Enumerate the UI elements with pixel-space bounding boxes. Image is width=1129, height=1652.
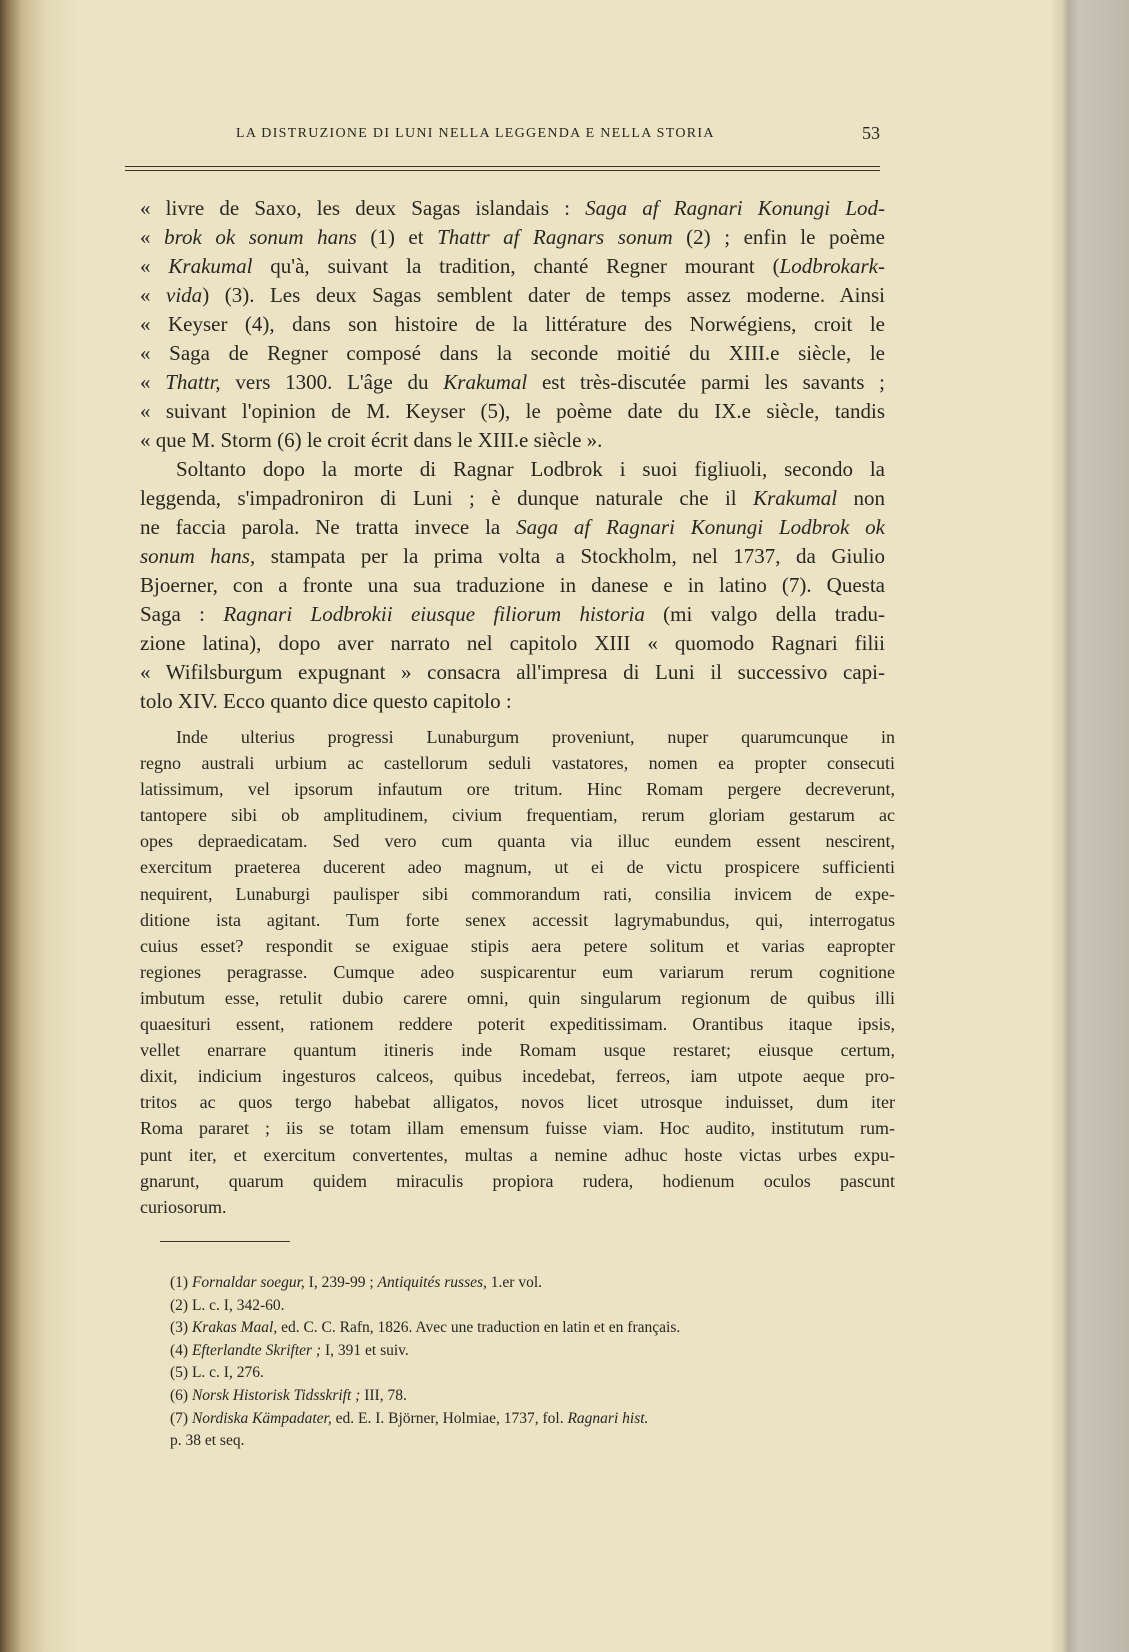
text-line — [140, 959, 895, 985]
text-run: (7) — [170, 1409, 192, 1427]
text-run: regiones peragrasse. Cumque adeo suspicarentur eum variarum rerum cognitione — [140, 961, 895, 982]
italic-text: Krakumal — [443, 370, 528, 394]
text-run: (1) — [170, 1274, 192, 1291]
text-run: « — [140, 254, 169, 278]
text-line — [140, 687, 885, 716]
text-line — [140, 1037, 895, 1063]
text-run: (1) et — [356, 225, 438, 249]
text-run: « Wifilsburgum expugnant » consacra all'impresa di Luni il successivo capi- — [140, 660, 885, 684]
footnote-rule — [160, 1241, 290, 1242]
text-run: regno australi urbium ac castellorum seduli vastatores, nomen ea propter consecuti — [140, 753, 895, 774]
text-run: ne faccia parola. Ne tratta invece la — [140, 515, 517, 539]
italic-text: Antiquités russes, — [377, 1274, 487, 1291]
text-run: qu'à, suivant la tradition, chanté Regner mourant ( — [252, 254, 780, 278]
text-run: nequirent, Lunaburgi paulisper sibi commorandum rati, consilia invicem de expe- — [140, 883, 895, 904]
text-line — [140, 339, 885, 368]
text-run: Bjoerner, con a fronte una sua traduzione in danese e in latino (7). Questa — [140, 573, 885, 597]
italic-text: Thattr, — [165, 370, 221, 394]
text-run: « livre de Saxo, les deux Sagas islandais : — [140, 196, 586, 220]
text-line — [140, 854, 895, 880]
text-run: Soltanto dopo la morte di Ragnar Lodbrok i suoi figliuoli, secondo la — [176, 457, 885, 481]
italic-text: sonum hans, — [140, 544, 256, 568]
text-line — [140, 223, 885, 252]
text-run: III, 78. — [360, 1386, 407, 1404]
text-run: tolo XIV. Ecco quanto dice questo capitolo : — [140, 689, 512, 713]
italic-text: Lodbrokark- — [779, 254, 885, 278]
text-line — [140, 252, 885, 281]
text-line — [140, 426, 885, 455]
text-line — [140, 1115, 895, 1141]
text-line — [140, 310, 885, 339]
text-run: dixit, indicium ingesturos calceos, quibus incedebat, ferreos, iam utpote aeque pro- — [140, 1066, 895, 1087]
text-run: cuius esset? respondit se exiguae stipis aera petere solitum et varias eapropter — [140, 935, 895, 956]
text-line — [140, 1168, 895, 1194]
text-line — [170, 1272, 890, 1295]
text-run: ) (3). Les deux Sagas semblent dater de temps assez moderne. Ainsi — [202, 283, 885, 307]
footnotes — [170, 1272, 890, 1453]
italic-text: Efterlandte Skrifter ; — [191, 1341, 322, 1359]
text-line — [140, 658, 885, 687]
text-run: ed. E. I. Björner, Holmiae, 1737, fol. — [331, 1409, 568, 1427]
text-line — [140, 600, 885, 629]
text-run: Roma pararet ; iis se totam illam emensum fuisse viam. Hoc audito, institutum rum- — [140, 1118, 895, 1139]
text-line — [140, 881, 895, 907]
text-run: tantopere sibi ob amplitudinem, civium frequentiam, rerum gloriam gestarum ac — [140, 805, 895, 826]
text-run: (2) ; enfin le poème — [672, 225, 885, 249]
header-rule — [125, 166, 880, 167]
text-run: tritos ac quos tergo habebat alligatos, novos licet utrosque induisset, dum iter — [140, 1092, 895, 1113]
text-line — [140, 776, 895, 802]
text-run: (6) — [170, 1386, 192, 1404]
italic-text: Krakumal — [753, 486, 838, 510]
text-run: 1.er vol. — [486, 1274, 543, 1291]
italic-text: brok ok sonum hans — [164, 225, 357, 249]
text-run: « — [140, 225, 165, 249]
text-line — [170, 1408, 890, 1431]
italic-text: Krakumal — [168, 254, 253, 278]
page-number: 53 — [862, 123, 880, 143]
text-line — [170, 1385, 890, 1408]
text-line — [140, 1063, 895, 1089]
text-line — [140, 513, 885, 542]
text-line — [140, 542, 885, 571]
text-line — [140, 1089, 895, 1115]
text-run: (2) L. c. I, 342-60. — [170, 1296, 285, 1314]
text-run: quaesituri essent, rationem reddere poterit expeditissimam. Orantibus itaque ipsis, — [140, 1014, 895, 1035]
text-run: stampata per la prima volta a Stockholm, nel 1737, da Giulio — [255, 544, 885, 568]
italic-text: Norsk Historisk Tidsskrift ; — [191, 1386, 361, 1404]
text-run: latissimum, vel ipsorum infautum ore tritum. Hinc Romam pergere decreverunt, — [140, 779, 895, 800]
text-run: vellet enarrare quantum itineris inde Romam usque restaret; eiusque certum, — [140, 1040, 895, 1061]
text-run: p. 38 et seq. — [170, 1432, 245, 1450]
text-run: gnarunt, quarum quidem miraculis propiora rudera, hodienum oculos pascunt — [140, 1170, 895, 1191]
text-run: Saga : — [140, 602, 224, 626]
italic-text: Saga af Ragnari Konungi Lod- — [585, 196, 885, 220]
italic-text: Thattr af Ragnars sonum — [437, 225, 673, 249]
text-line — [140, 484, 885, 513]
text-run: zione latina), dopo aver narrato nel capitolo XIII « quomodo Ragnari filii — [140, 631, 885, 655]
text-line — [170, 1362, 890, 1385]
text-run: leggenda, s'impadroniron di Luni ; è dunque naturale che il — [140, 486, 754, 510]
text-line — [140, 724, 895, 750]
text-run: non — [837, 486, 885, 510]
text-line — [140, 933, 895, 959]
text-run: (mi valgo della tradu- — [644, 602, 885, 626]
text-run: « que M. Storm (6) le croit écrit dans le XIII.e siècle ». — [140, 428, 603, 452]
italic-text: Fornaldar soegur, — [191, 1274, 305, 1291]
text-line — [170, 1317, 890, 1340]
text-run: opes depraedicatam. Sed vero cum quanta via illuc eundem essent nescirent, — [140, 831, 895, 852]
text-run: ditione ista agitant. Tum forte senex accessit lagrymabundus, qui, interrogatus — [140, 909, 895, 930]
italic-text: Saga af Ragnari Konungi Lodbrok ok — [516, 515, 885, 539]
text-run: exercitum praeterea ducerent adeo magnum, ut ei de victu prospicere sufficienti — [140, 857, 895, 878]
text-run: est très-discutée parmi les savants ; — [527, 370, 885, 394]
text-line — [170, 1340, 890, 1363]
running-header: LA DISTRUZIONE DI LUNI NELLA LEGGENDA E NELLA STORIA — [236, 126, 715, 141]
text-line — [170, 1430, 890, 1453]
text-run: « Saga de Regner composé dans la seconde moitié du XIII.e siècle, le — [140, 341, 885, 365]
text-run: punt iter, et exercitum convertentes, multas a nemine adhuc hoste victas urbes expu- — [140, 1144, 895, 1165]
text-run: I, 391 et suiv. — [321, 1341, 409, 1359]
text-run: « Keyser (4), dans son histoire de la littérature des Norwégiens, croit le — [140, 312, 885, 336]
text-line — [140, 1011, 895, 1037]
text-line — [140, 281, 885, 310]
text-line — [140, 368, 885, 397]
text-line — [170, 1295, 890, 1318]
text-run: imbutum esse, retulit dubio carere omni, quin singularum regionum de quibus illi — [140, 987, 895, 1008]
text-line — [140, 455, 885, 484]
text-run: vers 1300. L'âge du — [220, 370, 444, 394]
text-run: Inde ulterius progressi Lunaburgum proveniunt, nuper quarumcunque in — [176, 727, 895, 747]
text-run: (3) — [170, 1319, 192, 1337]
latin-quotation — [140, 724, 895, 1220]
italic-text: vida — [166, 283, 203, 307]
text-run: « — [140, 283, 167, 307]
text-run: ed. C. C. Rafn, 1826. Avec une traduction en latin et en français. — [277, 1319, 681, 1337]
header-rule — [125, 170, 880, 171]
text-line — [140, 1194, 895, 1220]
text-line — [140, 629, 885, 658]
italic-text: Ragnari hist. — [567, 1409, 649, 1427]
text-run: (4) — [170, 1341, 192, 1359]
body-text — [140, 194, 885, 716]
text-line — [140, 397, 885, 426]
text-run: curiosorum. — [140, 1196, 227, 1217]
text-line — [140, 828, 895, 854]
text-line — [140, 571, 885, 600]
text-run: « suivant l'opinion de M. Keyser (5), le poème date du IX.e siècle, tandis — [140, 399, 885, 423]
italic-text: Ragnari Lodbrokii eiusque filiorum historia — [223, 602, 645, 626]
text-line — [140, 194, 885, 223]
text-run: I, 239-99 ; — [304, 1274, 378, 1291]
text-line — [140, 802, 895, 828]
text-run: « — [140, 370, 166, 394]
text-run: (5) L. c. I, 276. — [170, 1364, 264, 1382]
italic-text: Krakas Maal, — [191, 1319, 278, 1337]
text-line — [140, 985, 895, 1011]
text-line — [140, 750, 895, 776]
text-line — [140, 907, 895, 933]
italic-text: Nordiska Kämpadater, — [191, 1409, 332, 1427]
text-line — [140, 1142, 895, 1168]
